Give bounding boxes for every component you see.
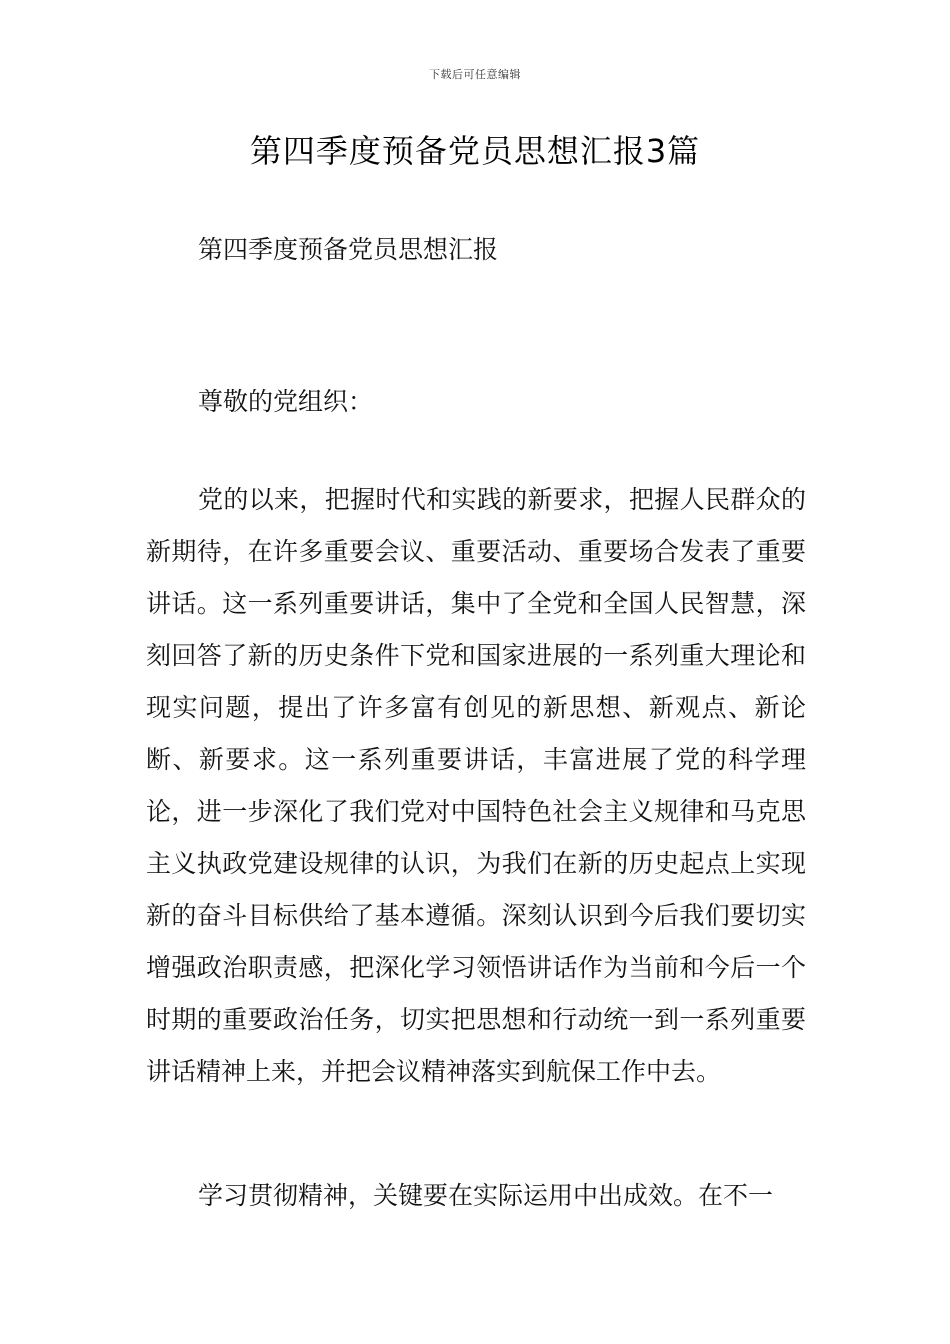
salutation: 尊敬的党组织： [198,387,374,416]
page-header-note: 下载后可任意编辑 [429,68,521,81]
document-title: 第四季度预备党员思想汇报3篇 [249,132,701,170]
document-subtitle: 第四季度预备党员思想汇报 [198,235,499,264]
body-paragraph: 党的以来，把握时代和实践的新要求，把握人民群众的新期待，在许多重要会议、重要活动、重要场合发表了重要讲话。这一系列重要讲话，集中了全党和全国人民智慧，深刻回答了新的历史条件下党和国家进展的一系列重大理论和现实问题，提出了许多富有创见的新思想、新观点、新论断、新要求。这一系列重要讲话，丰富进展了党的科学理论，进一步深化了我们党对中国特色社会主义规律和马克思主义执政党建设规律的认识，为我们在新的历史起点上实现新的奋斗目标供给了基本遵循。深刻认识到今后我们要切实增强政治职责感，把深化学习领悟讲话作为当前和今后一个时期的重要政治任务，切实把思想和行动统一到一系列重要讲话精神上来，并把会议精神落实到航保工作中去。 [146,485,806,1086]
body-paragraph: 学习贯彻精神，关键要在实际运用中出成效。在不一 [198,1181,774,1210]
